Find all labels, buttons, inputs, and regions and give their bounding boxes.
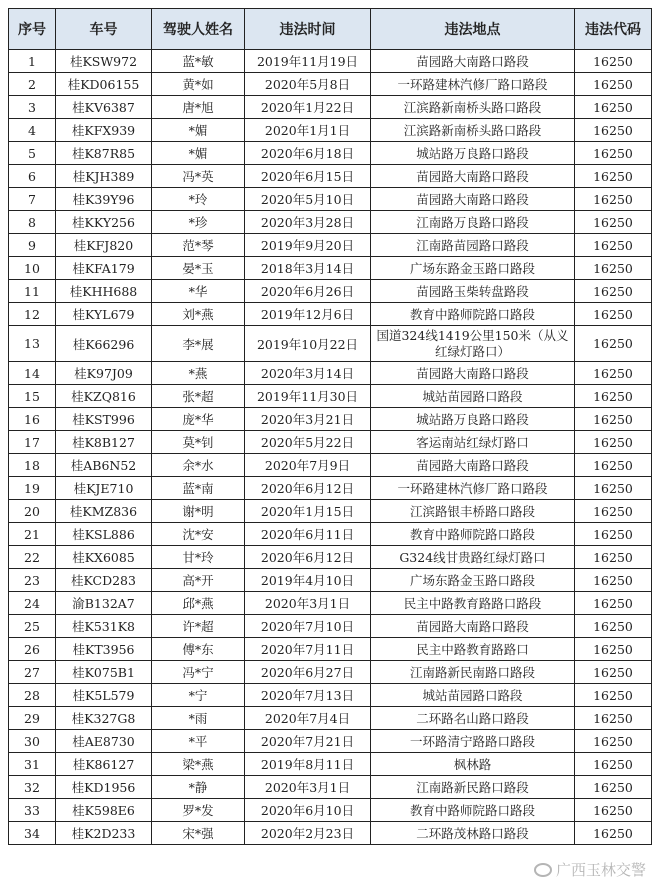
table-row <box>9 592 652 615</box>
cell-location: 教育中路师院路口路段 <box>371 523 575 546</box>
cell-driver: 谢*明 <box>152 500 245 523</box>
cell-plate: 桂KSL886 <box>56 523 152 546</box>
cell-code: 16250 <box>575 408 652 431</box>
table-row <box>9 546 652 569</box>
cell-code: 16250 <box>575 523 652 546</box>
cell-location: 江南路万良路口路段 <box>371 211 575 234</box>
cell-date: 2018年3月14日 <box>245 257 371 280</box>
cell-code: 16250 <box>575 431 652 454</box>
cell-plate: 桂K97J09 <box>56 362 152 385</box>
cell-code: 16250 <box>575 280 652 303</box>
cell-index: 12 <box>9 303 56 326</box>
cell-driver: 黄*如 <box>152 73 245 96</box>
cell-location: 苗园路大南路口路段 <box>371 454 575 477</box>
cell-date: 2020年3月1日 <box>245 776 371 799</box>
table-row <box>9 119 652 142</box>
cell-code: 16250 <box>575 546 652 569</box>
cell-location: 苗园路大南路口路段 <box>371 362 575 385</box>
cell-driver: 宋*强 <box>152 822 245 845</box>
cell-code: 16250 <box>575 142 652 165</box>
cell-date: 2019年4月10日 <box>245 569 371 592</box>
cell-driver: 刘*燕 <box>152 303 245 326</box>
cell-driver: 张*超 <box>152 385 245 408</box>
violations-table <box>8 8 652 845</box>
cell-code: 16250 <box>575 385 652 408</box>
cell-code: 16250 <box>575 188 652 211</box>
cell-driver: 晏*玉 <box>152 257 245 280</box>
cell-location: 一环路清宁路路口路段 <box>371 730 575 753</box>
cell-date: 2020年6月26日 <box>245 280 371 303</box>
table-row <box>9 753 652 776</box>
cell-code: 16250 <box>575 454 652 477</box>
watermark-text: 广西玉林交警 <box>555 861 646 879</box>
cell-plate: 桂KZQ816 <box>56 385 152 408</box>
header-col-date: 违法时间 <box>245 9 371 50</box>
table-row <box>9 523 652 546</box>
cell-date: 2019年9月20日 <box>245 234 371 257</box>
cell-date: 2020年5月8日 <box>245 73 371 96</box>
cell-location: 国道324线1419公里150米（从义红绿灯路口） <box>371 326 575 362</box>
cell-plate: 桂K66296 <box>56 326 152 362</box>
cell-driver: 沈*安 <box>152 523 245 546</box>
table-row <box>9 142 652 165</box>
cell-location: 江南路苗园路口路段 <box>371 234 575 257</box>
table-row <box>9 454 652 477</box>
cell-date: 2020年5月10日 <box>245 188 371 211</box>
table-row <box>9 730 652 753</box>
cell-location: 教育中路师院路口路段 <box>371 799 575 822</box>
cell-location: 广场东路金玉路口路段 <box>371 569 575 592</box>
cell-location: 广场东路金玉路口路段 <box>371 257 575 280</box>
cell-code: 16250 <box>575 753 652 776</box>
cell-location: 江滨路新南桥头路口路段 <box>371 96 575 119</box>
cell-date: 2020年6月18日 <box>245 142 371 165</box>
cell-code: 16250 <box>575 234 652 257</box>
cell-driver: 蓝*敏 <box>152 50 245 73</box>
table-row <box>9 73 652 96</box>
cell-date: 2020年5月22日 <box>245 431 371 454</box>
table-row <box>9 776 652 799</box>
table-row <box>9 684 652 707</box>
cell-driver: *媚 <box>152 142 245 165</box>
cell-index: 25 <box>9 615 56 638</box>
cell-driver: 甘*玲 <box>152 546 245 569</box>
cell-driver: 余*水 <box>152 454 245 477</box>
table-row <box>9 257 652 280</box>
table-row <box>9 408 652 431</box>
cell-driver: 傅*东 <box>152 638 245 661</box>
cell-location: 城站路万良路口路段 <box>371 408 575 431</box>
cell-plate: 桂KST996 <box>56 408 152 431</box>
cell-index: 2 <box>9 73 56 96</box>
cell-code: 16250 <box>575 211 652 234</box>
cell-date: 2020年3月21日 <box>245 408 371 431</box>
wechat-icon <box>534 863 552 877</box>
cell-date: 2020年6月12日 <box>245 477 371 500</box>
cell-date: 2020年7月4日 <box>245 707 371 730</box>
cell-driver: 梁*燕 <box>152 753 245 776</box>
cell-index: 17 <box>9 431 56 454</box>
cell-plate: 桂KV6387 <box>56 96 152 119</box>
cell-plate: 桂K531K8 <box>56 615 152 638</box>
cell-date: 2020年1月1日 <box>245 119 371 142</box>
cell-plate: 桂K2D233 <box>56 822 152 845</box>
table-row <box>9 569 652 592</box>
table-row <box>9 799 652 822</box>
cell-date: 2020年7月21日 <box>245 730 371 753</box>
cell-index: 14 <box>9 362 56 385</box>
cell-index: 34 <box>9 822 56 845</box>
cell-plate: 桂K39Y96 <box>56 188 152 211</box>
cell-index: 16 <box>9 408 56 431</box>
cell-plate: 桂K8B127 <box>56 431 152 454</box>
cell-index: 19 <box>9 477 56 500</box>
header-col-plate: 车号 <box>56 9 152 50</box>
header-col-location: 违法地点 <box>371 9 575 50</box>
cell-driver: *宁 <box>152 684 245 707</box>
cell-plate: 桂K075B1 <box>56 661 152 684</box>
cell-index: 26 <box>9 638 56 661</box>
cell-code: 16250 <box>575 822 652 845</box>
cell-code: 16250 <box>575 362 652 385</box>
cell-code: 16250 <box>575 615 652 638</box>
cell-date: 2020年3月1日 <box>245 592 371 615</box>
cell-plate: 桂K5L579 <box>56 684 152 707</box>
cell-plate: 桂K86127 <box>56 753 152 776</box>
cell-driver: 莫*钊 <box>152 431 245 454</box>
cell-driver: 唐*旭 <box>152 96 245 119</box>
cell-location: 苗园路大南路口路段 <box>371 188 575 211</box>
table-row <box>9 280 652 303</box>
cell-code: 16250 <box>575 799 652 822</box>
cell-location: 二环路名山路口路段 <box>371 707 575 730</box>
cell-plate: 桂KCD283 <box>56 569 152 592</box>
cell-date: 2020年7月13日 <box>245 684 371 707</box>
table-row <box>9 188 652 211</box>
cell-index: 31 <box>9 753 56 776</box>
cell-location: 苗园路玉柴转盘路段 <box>371 280 575 303</box>
cell-plate: 桂KHH688 <box>56 280 152 303</box>
cell-code: 16250 <box>575 73 652 96</box>
cell-driver: 高*开 <box>152 569 245 592</box>
cell-date: 2020年6月27日 <box>245 661 371 684</box>
cell-index: 33 <box>9 799 56 822</box>
cell-index: 3 <box>9 96 56 119</box>
table-row <box>9 362 652 385</box>
cell-index: 21 <box>9 523 56 546</box>
cell-driver: *华 <box>152 280 245 303</box>
cell-code: 16250 <box>575 638 652 661</box>
cell-code: 16250 <box>575 119 652 142</box>
cell-code: 16250 <box>575 303 652 326</box>
cell-plate: 桂AE8730 <box>56 730 152 753</box>
cell-index: 7 <box>9 188 56 211</box>
cell-location: G324线甘贵路红绿灯路口 <box>371 546 575 569</box>
table-row <box>9 385 652 408</box>
table-header <box>9 9 652 50</box>
cell-plate: 桂KT3956 <box>56 638 152 661</box>
cell-index: 8 <box>9 211 56 234</box>
table-row <box>9 661 652 684</box>
cell-index: 15 <box>9 385 56 408</box>
cell-date: 2020年1月22日 <box>245 96 371 119</box>
cell-plate: 桂AB6N52 <box>56 454 152 477</box>
cell-code: 16250 <box>575 257 652 280</box>
cell-driver: *雨 <box>152 707 245 730</box>
cell-date: 2019年11月19日 <box>245 50 371 73</box>
cell-plate: 桂KSW972 <box>56 50 152 73</box>
cell-driver: 许*超 <box>152 615 245 638</box>
cell-driver: 冯*英 <box>152 165 245 188</box>
cell-index: 18 <box>9 454 56 477</box>
cell-date: 2020年7月10日 <box>245 615 371 638</box>
table-row <box>9 303 652 326</box>
cell-plate: 渝B132A7 <box>56 592 152 615</box>
table-row <box>9 431 652 454</box>
cell-index: 30 <box>9 730 56 753</box>
cell-code: 16250 <box>575 326 652 362</box>
table-row <box>9 500 652 523</box>
cell-index: 22 <box>9 546 56 569</box>
cell-date: 2019年10月22日 <box>245 326 371 362</box>
cell-plate: 桂KFJ820 <box>56 234 152 257</box>
cell-driver: *燕 <box>152 362 245 385</box>
table-row <box>9 615 652 638</box>
cell-index: 29 <box>9 707 56 730</box>
table-row <box>9 50 652 73</box>
cell-plate: 桂KFA179 <box>56 257 152 280</box>
cell-driver: *珍 <box>152 211 245 234</box>
cell-location: 一环路建林汽修厂路口路段 <box>371 73 575 96</box>
cell-code: 16250 <box>575 500 652 523</box>
cell-plate: 桂KYL679 <box>56 303 152 326</box>
table-row <box>9 477 652 500</box>
cell-code: 16250 <box>575 477 652 500</box>
cell-code: 16250 <box>575 165 652 188</box>
table-row <box>9 707 652 730</box>
table-row <box>9 326 652 362</box>
cell-plate: 桂KD06155 <box>56 73 152 96</box>
cell-date: 2020年7月11日 <box>245 638 371 661</box>
cell-date: 2020年6月10日 <box>245 799 371 822</box>
cell-index: 24 <box>9 592 56 615</box>
cell-plate: 桂KX6085 <box>56 546 152 569</box>
cell-plate: 桂KJH389 <box>56 165 152 188</box>
cell-code: 16250 <box>575 592 652 615</box>
cell-location: 江南路新民南路口路段 <box>371 661 575 684</box>
table-row <box>9 638 652 661</box>
cell-date: 2019年12月6日 <box>245 303 371 326</box>
cell-code: 16250 <box>575 730 652 753</box>
cell-location: 一环路建林汽修厂路口路段 <box>371 477 575 500</box>
cell-plate: 桂KKY256 <box>56 211 152 234</box>
cell-plate: 桂KJE710 <box>56 477 152 500</box>
cell-location: 江南路新民路口路段 <box>371 776 575 799</box>
cell-index: 32 <box>9 776 56 799</box>
cell-location: 苗园路大南路口路段 <box>371 165 575 188</box>
cell-index: 9 <box>9 234 56 257</box>
table-row <box>9 234 652 257</box>
cell-driver: 罗*发 <box>152 799 245 822</box>
cell-location: 城站路万良路口路段 <box>371 142 575 165</box>
cell-code: 16250 <box>575 776 652 799</box>
cell-location: 民主中路教育路路口路段 <box>371 592 575 615</box>
cell-location: 客运南站红绿灯路口 <box>371 431 575 454</box>
cell-location: 教育中路师院路口路段 <box>371 303 575 326</box>
cell-code: 16250 <box>575 707 652 730</box>
table-row <box>9 165 652 188</box>
cell-location: 城站苗园路口路段 <box>371 385 575 408</box>
cell-location: 江滨路银丰桥路口路段 <box>371 500 575 523</box>
cell-location: 苗园路大南路口路段 <box>371 50 575 73</box>
cell-driver: 蓝*南 <box>152 477 245 500</box>
cell-index: 1 <box>9 50 56 73</box>
cell-driver: *玲 <box>152 188 245 211</box>
cell-index: 11 <box>9 280 56 303</box>
cell-code: 16250 <box>575 50 652 73</box>
cell-plate: 桂KD1956 <box>56 776 152 799</box>
cell-date: 2020年7月9日 <box>245 454 371 477</box>
cell-code: 16250 <box>575 684 652 707</box>
cell-plate: 桂K598E6 <box>56 799 152 822</box>
cell-date: 2020年1月15日 <box>245 500 371 523</box>
cell-driver: *平 <box>152 730 245 753</box>
cell-date: 2020年2月23日 <box>245 822 371 845</box>
cell-plate: 桂K87R85 <box>56 142 152 165</box>
cell-index: 6 <box>9 165 56 188</box>
cell-location: 枫林路 <box>371 753 575 776</box>
header-col-driver: 驾驶人姓名 <box>152 9 245 50</box>
cell-index: 23 <box>9 569 56 592</box>
cell-location: 城站苗园路口路段 <box>371 684 575 707</box>
cell-driver: 冯*宁 <box>152 661 245 684</box>
cell-driver: 范*琴 <box>152 234 245 257</box>
cell-plate: 桂K327G8 <box>56 707 152 730</box>
cell-date: 2020年6月12日 <box>245 546 371 569</box>
table-row <box>9 96 652 119</box>
header-col-code: 违法代码 <box>575 9 652 50</box>
cell-location: 民主中路教育路路口 <box>371 638 575 661</box>
cell-date: 2019年11月30日 <box>245 385 371 408</box>
cell-date: 2020年6月15日 <box>245 165 371 188</box>
table-row <box>9 822 652 845</box>
cell-date: 2019年8月11日 <box>245 753 371 776</box>
cell-index: 20 <box>9 500 56 523</box>
cell-driver: 庞*华 <box>152 408 245 431</box>
cell-date: 2020年3月28日 <box>245 211 371 234</box>
cell-index: 4 <box>9 119 56 142</box>
cell-date: 2020年3月14日 <box>245 362 371 385</box>
cell-plate: 桂KMZ836 <box>56 500 152 523</box>
cell-index: 5 <box>9 142 56 165</box>
header-col-index: 序号 <box>9 9 56 50</box>
cell-driver: 邱*燕 <box>152 592 245 615</box>
table-row <box>9 211 652 234</box>
cell-location: 苗园路大南路口路段 <box>371 615 575 638</box>
cell-driver: *媚 <box>152 119 245 142</box>
cell-location: 江滨路新南桥头路口路段 <box>371 119 575 142</box>
cell-location: 二环路茂林路口路段 <box>371 822 575 845</box>
cell-date: 2020年6月11日 <box>245 523 371 546</box>
cell-driver: 李*展 <box>152 326 245 362</box>
cell-index: 10 <box>9 257 56 280</box>
table-body <box>9 50 652 845</box>
cell-driver: *静 <box>152 776 245 799</box>
cell-plate: 桂KFX939 <box>56 119 152 142</box>
cell-code: 16250 <box>575 96 652 119</box>
watermark <box>534 859 646 880</box>
cell-index: 27 <box>9 661 56 684</box>
cell-index: 28 <box>9 684 56 707</box>
cell-code: 16250 <box>575 661 652 684</box>
cell-index: 13 <box>9 326 56 362</box>
header-row <box>9 9 652 50</box>
cell-code: 16250 <box>575 569 652 592</box>
